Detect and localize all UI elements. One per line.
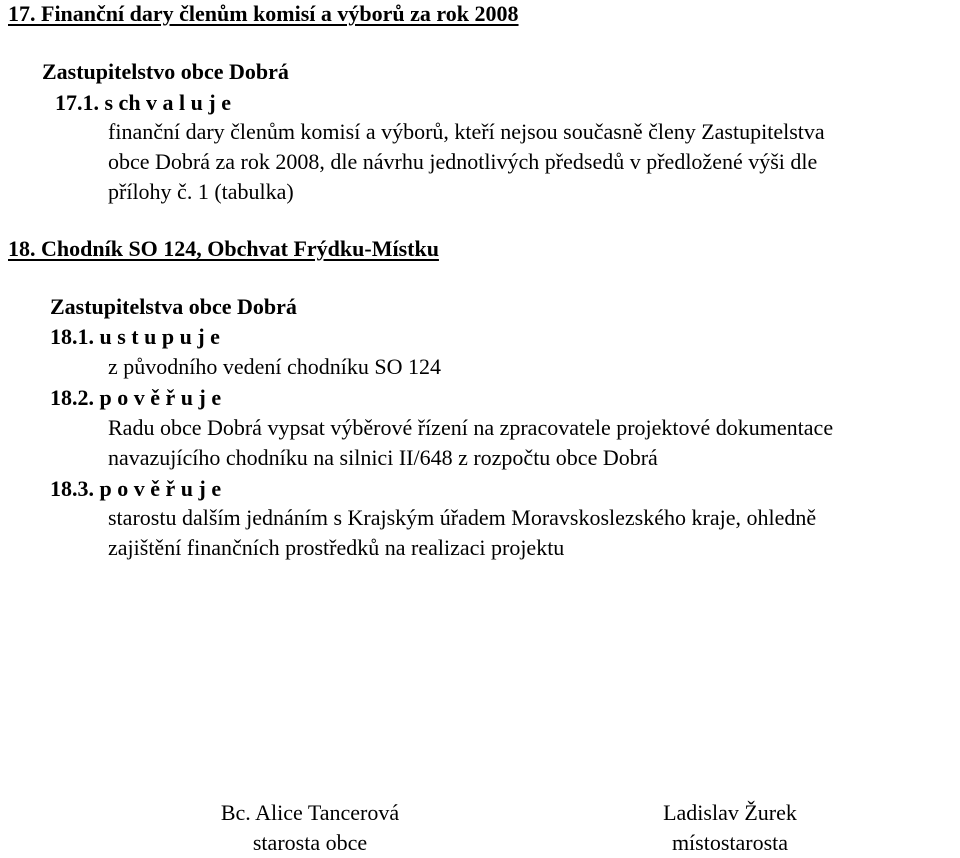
resolution-18-2-line: Radu obce Dobrá vypsat výběrové řízení na zpracovatele projektové dokumentace: [108, 415, 834, 440]
resolution-17-1-line: obce Dobrá za rok 2008, dle návrhu jednotlivých předsedů v předložené výši dle: [108, 149, 818, 174]
resolution-18-1-line: z původního vedení chodníku SO 124: [108, 354, 442, 379]
section-17-body-label: Zastupitelstvo obce Dobrá: [42, 59, 289, 84]
signature-role: starosta obce: [252, 830, 368, 855]
signature-name: Ladislav Žurek: [663, 800, 797, 825]
resolution-18-3-line: zajištění finančních prostředků na realizaci projektu: [108, 535, 565, 560]
signature-role: místostarosta: [671, 830, 789, 855]
resolution-17-1-line: přílohy č. 1 (tabulka): [108, 179, 294, 204]
signature-block: [600, 798, 860, 858]
signature-block: [175, 798, 445, 858]
resolution-17-1-line: finanční dary členům komisí a výborů, kteří nejsou současně členy Zastupitelstva: [108, 119, 825, 144]
section-18-body-label: Zastupitelstva obce Dobrá: [50, 294, 297, 319]
resolution-17-1-label: 17.1. s ch v a l u j e: [55, 90, 231, 115]
signature-name: Bc. Alice Tancerová: [220, 800, 400, 825]
section-17-heading: 17. Finanční dary členům komisí a výborů za rok 2008: [8, 1, 519, 26]
resolution-18-2-line: navazujícího chodníku na silnici II/648 z rozpočtu obce Dobrá: [108, 445, 658, 470]
resolution-18-3-line: starostu dalším jednáním s Krajským úřadem Moravskoslezského kraje, ohledně: [108, 505, 817, 530]
section-18-heading: 18. Chodník SO 124, Obchvat Frýdku-Místku: [8, 236, 439, 261]
resolution-18-2-label: 18.2. p o v ě ř u j e: [50, 385, 222, 410]
resolution-18-1-label: 18.1. u s t u p u j e: [50, 324, 220, 349]
resolution-18-3-label: 18.3. p o v ě ř u j e: [50, 476, 222, 501]
